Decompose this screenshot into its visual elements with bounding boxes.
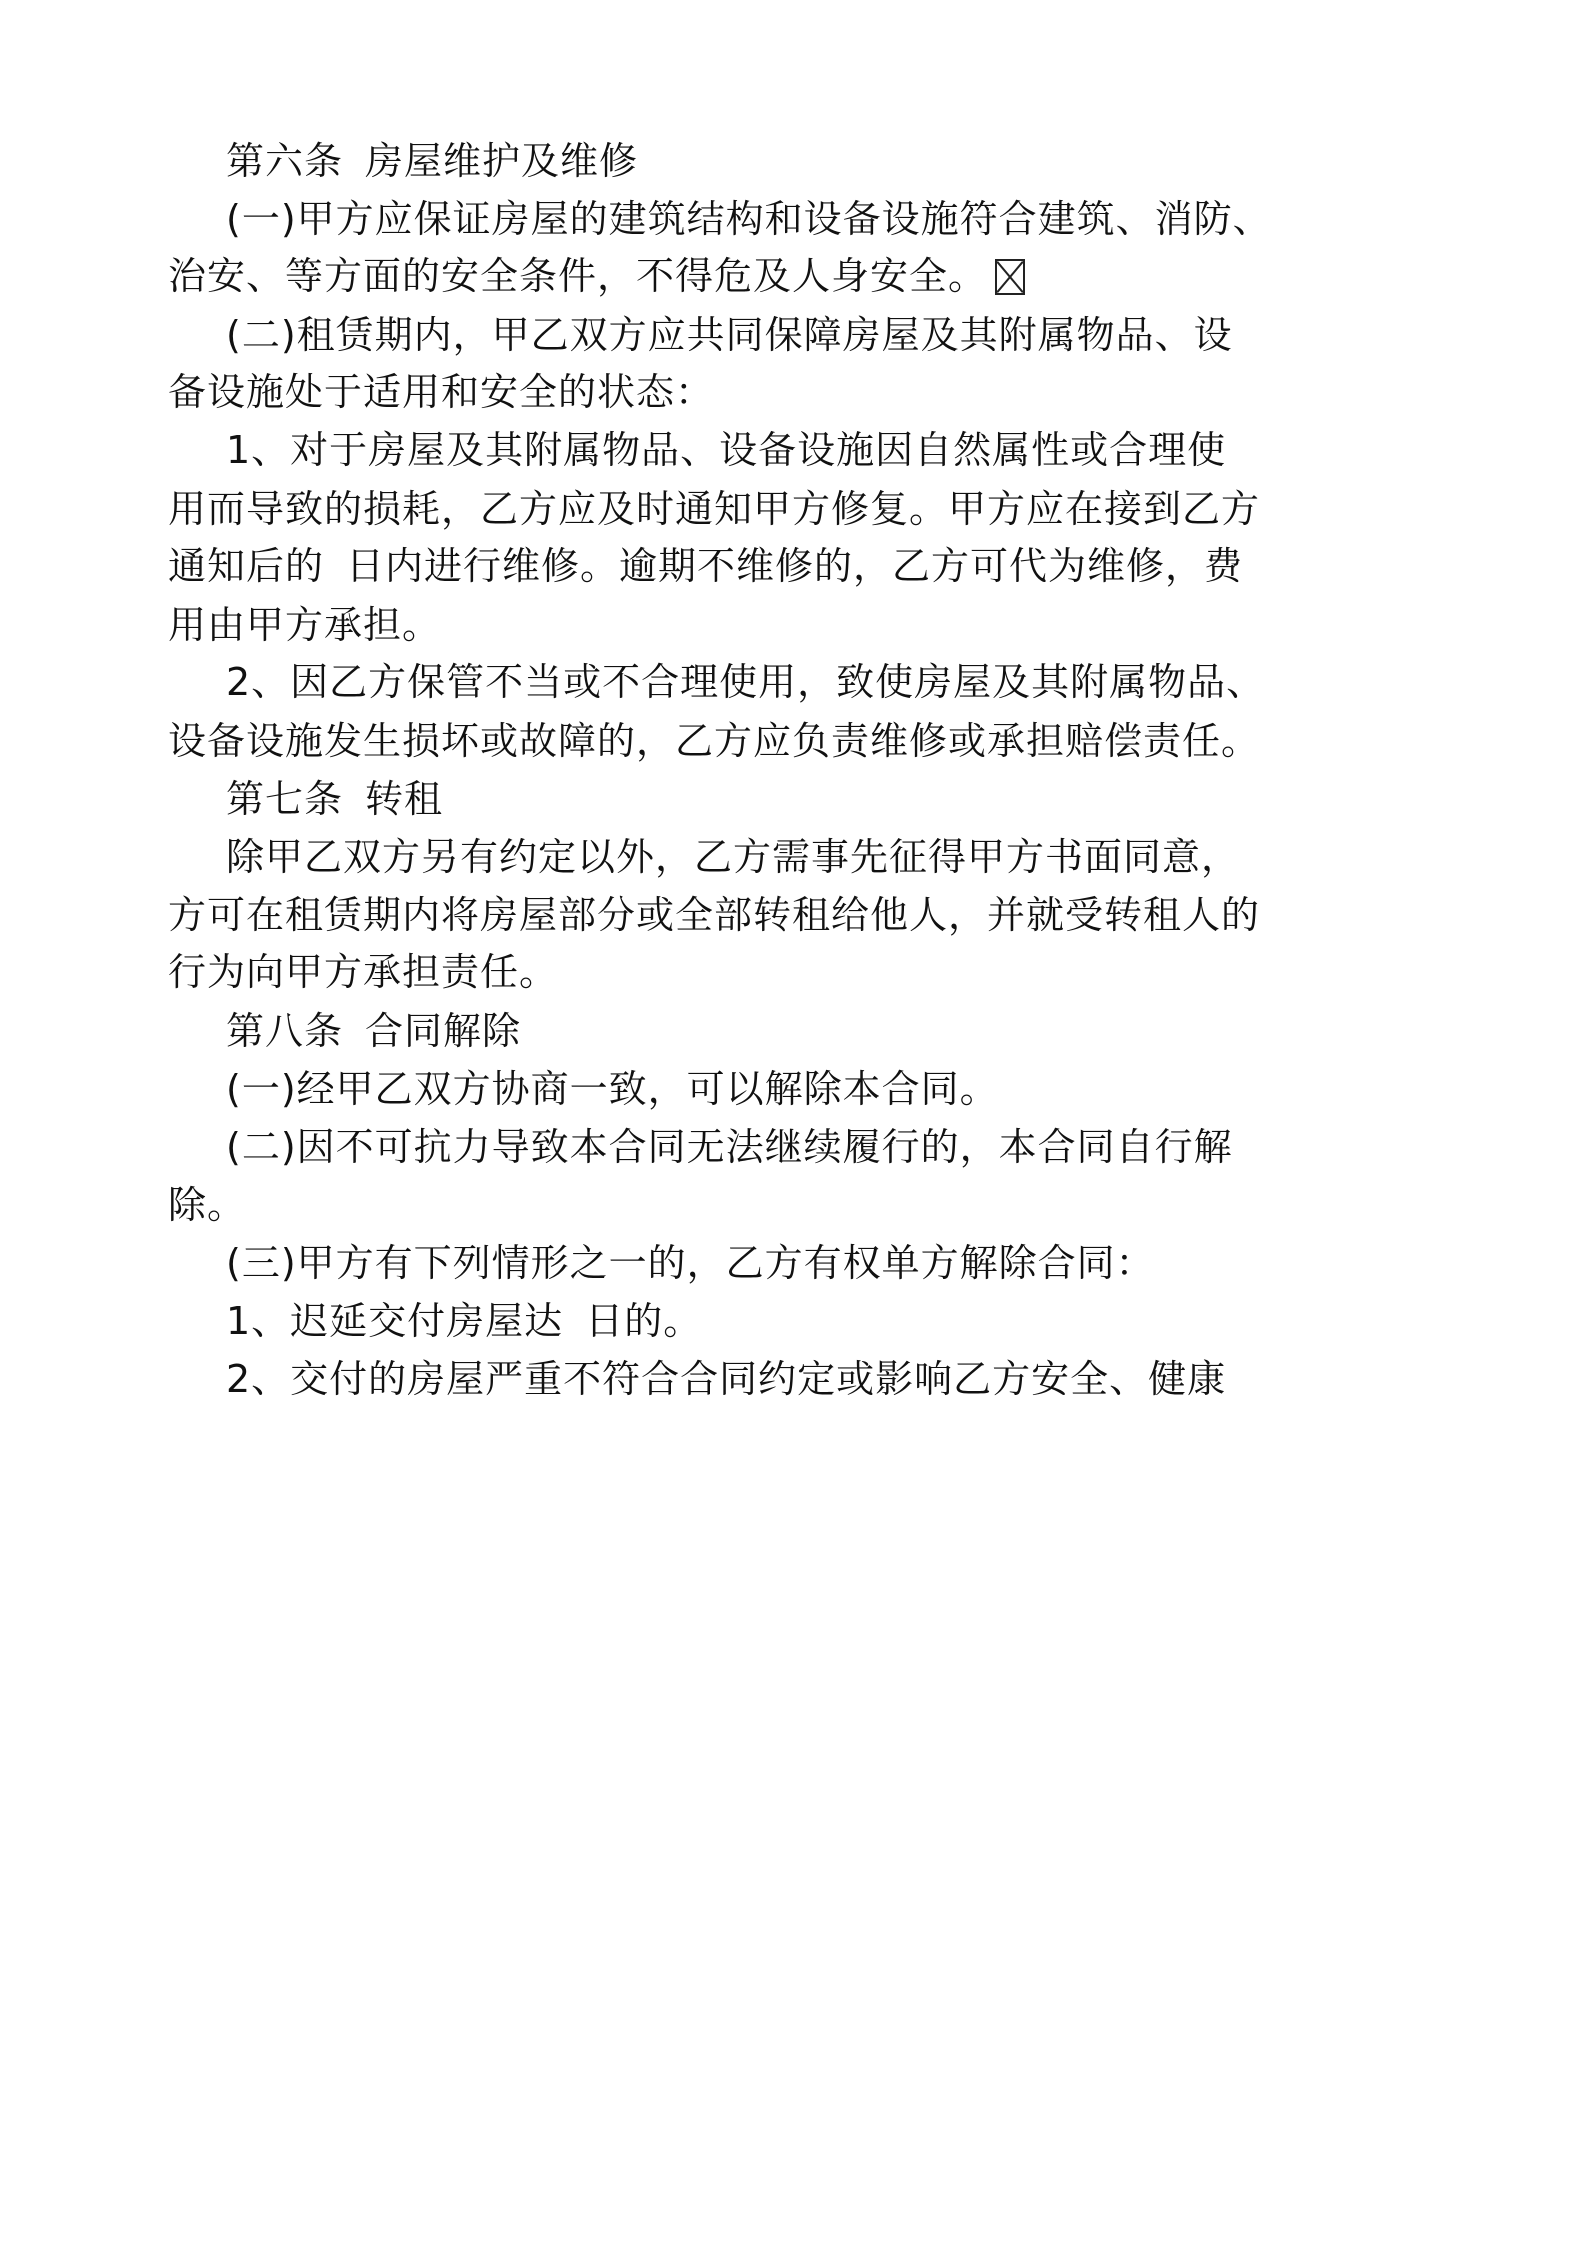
paragraph-line: (一)甲方应保证房屋的建筑结构和设备设施符合建筑、消防、: [226, 197, 1272, 241]
paragraph-line: 除。: [168, 1183, 247, 1227]
article-6-title: 房屋维护及维修: [365, 139, 639, 183]
article-7-title: 转租: [365, 777, 444, 821]
paragraph-line: 用而导致的损耗，乙方应及时通知甲方修复。甲方应在接到乙方: [168, 487, 1261, 531]
paragraph-text: 治安、等方面的安全条件，不得危及人身安全。: [168, 254, 988, 298]
article-8-title: 合同解除: [365, 1009, 522, 1053]
paragraph-line: (三)甲方有下列情形之一的，乙方有权单方解除合同：: [226, 1241, 1155, 1285]
paragraph-text: 通知后的: [168, 544, 325, 588]
paragraph-line: (二)因不可抗力导致本合同无法继续履行的，本合同自行解: [226, 1125, 1233, 1169]
paragraph-line: 设备设施发生损坏或故障的，乙方应负责维修或承担赔偿责任。: [168, 719, 1261, 763]
paragraph-line: [226, 1298, 702, 1344]
article-7-heading: [226, 776, 443, 822]
article-6-heading: [226, 138, 638, 184]
checkbox-glyph-icon: [995, 259, 1025, 295]
paragraph-text: 1、迟延交付房屋达: [226, 1299, 564, 1343]
paragraph-line: 备设施处于适用和安全的状态：: [168, 370, 715, 414]
paragraph-line: (二)租赁期内，甲乙双方应共同保障房屋及其附属物品、设: [226, 313, 1233, 357]
paragraph-text: 日的。: [585, 1299, 703, 1343]
paragraph-line: 2、因乙方保管不当或不合理使用，致使房屋及其附属物品、: [226, 660, 1266, 704]
paragraph-line: 行为向甲方承担责任。: [168, 950, 559, 994]
article-6-number: 第六条: [226, 139, 344, 183]
article-7-number: 第七条: [226, 777, 344, 821]
paragraph-line: [168, 543, 1243, 589]
paragraph-line: (一)经甲乙双方协商一致，可以解除本合同。: [226, 1067, 999, 1111]
article-8-number: 第八条: [226, 1009, 344, 1053]
paragraph-line: 1、对于房屋及其附属物品、设备设施因自然属性或合理使: [226, 428, 1227, 472]
paragraph-text: 日内进行维修。逾期不维修的，乙方可代为维修，费: [346, 544, 1244, 588]
paragraph-line: 2、交付的房屋严重不符合合同约定或影响乙方安全、健康: [226, 1357, 1227, 1401]
paragraph-line: [168, 253, 1025, 299]
paragraph-line: 方可在租赁期内将房屋部分或全部转租给他人，并就受转租人的: [168, 893, 1261, 937]
article-8-heading: [226, 1008, 521, 1054]
paragraph-line: 除甲乙双方另有约定以外，乙方需事先征得甲方书面同意，: [226, 835, 1241, 879]
paragraph-line: 用由甲方承担。: [168, 603, 442, 647]
